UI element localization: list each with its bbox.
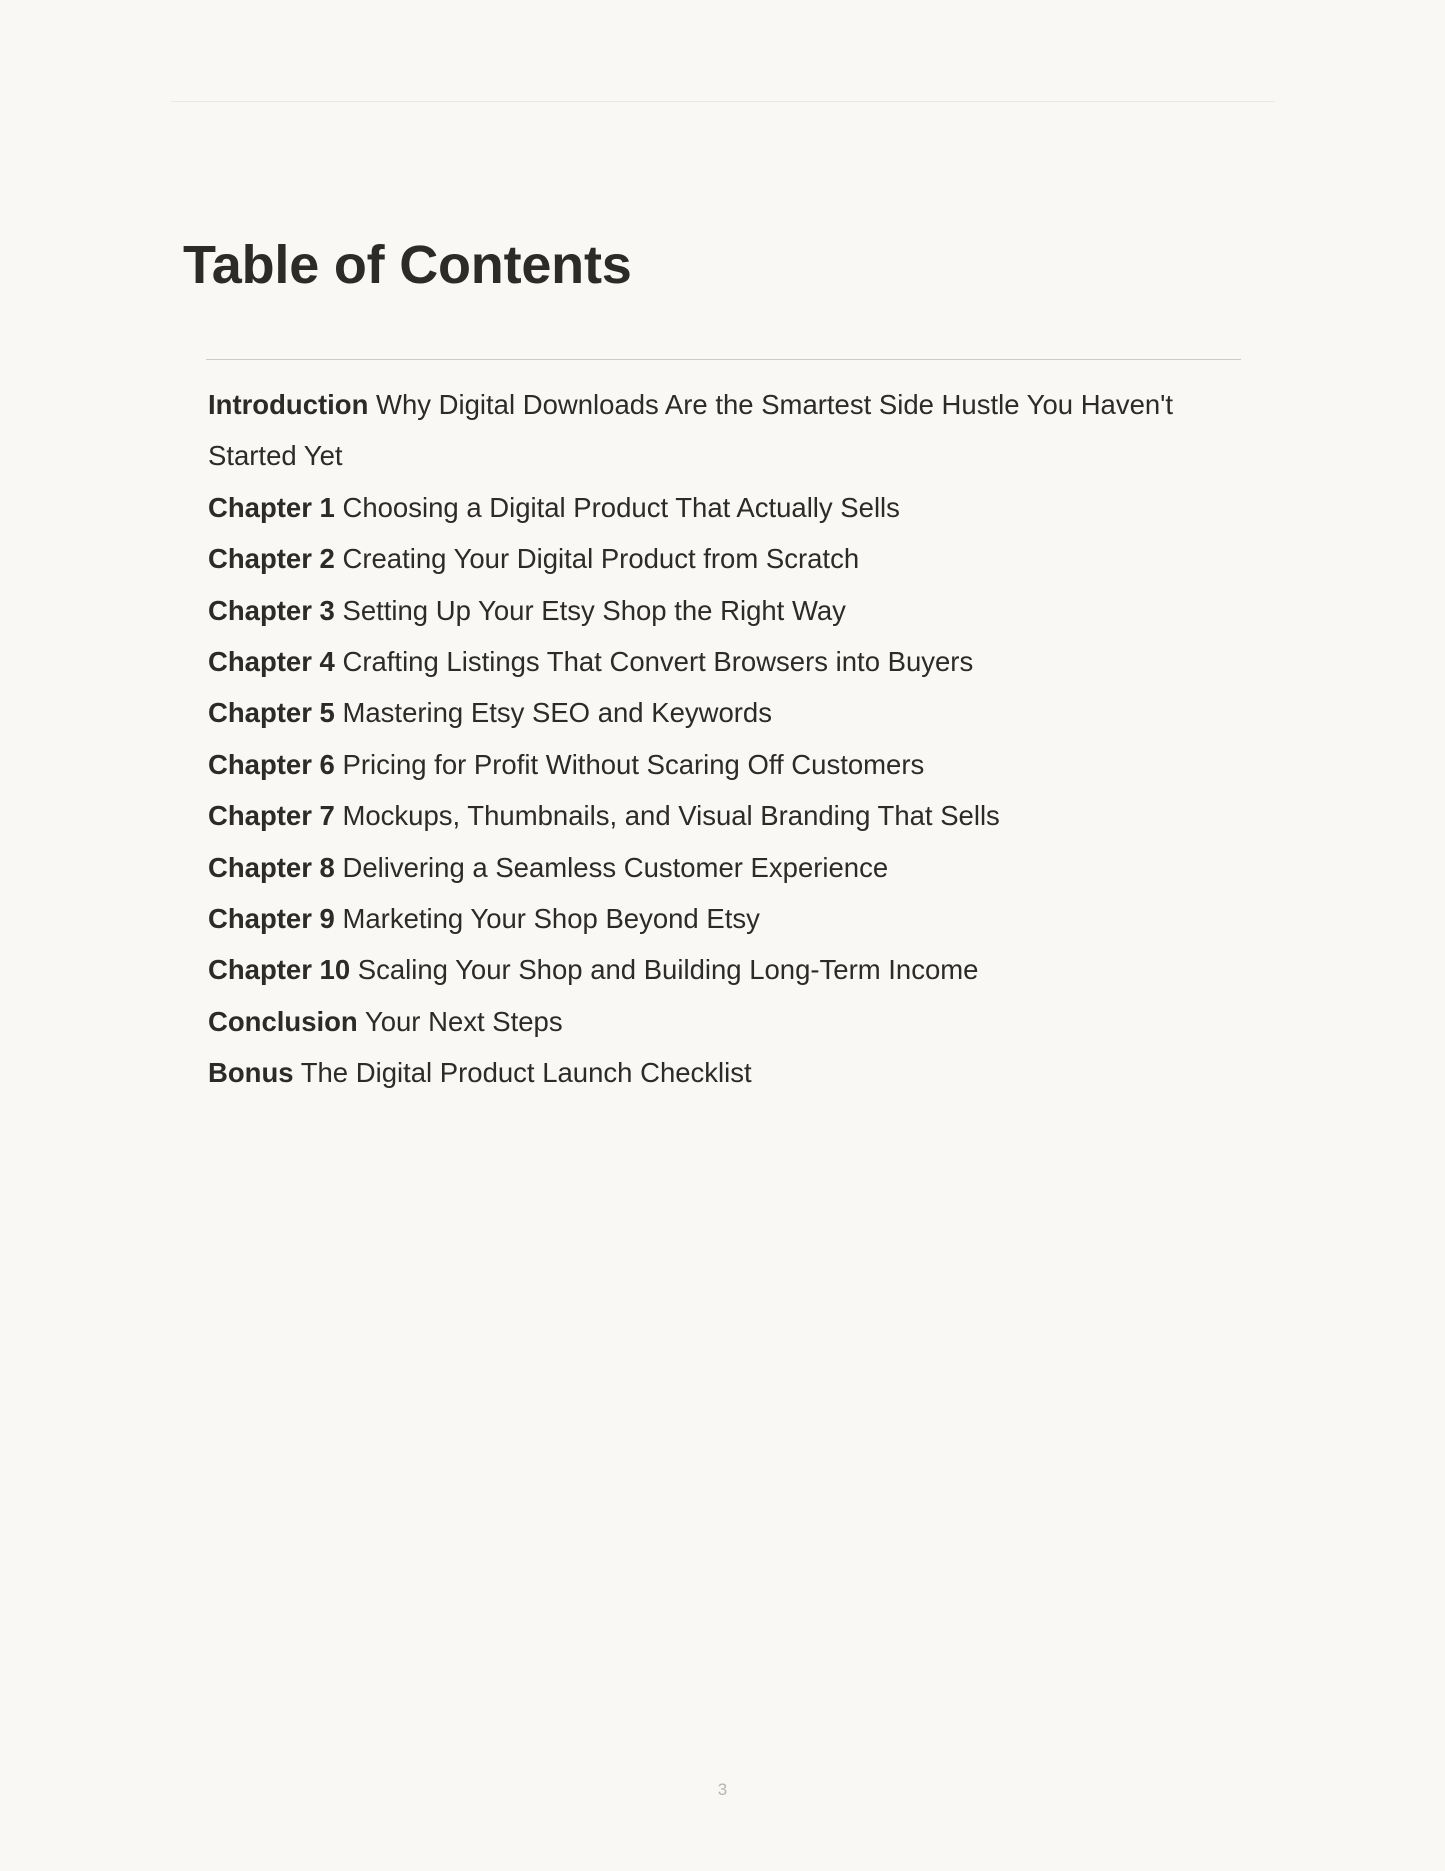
toc-entry-text: Mastering Etsy SEO and Keywords <box>342 697 772 729</box>
toc-entry-chapter-2 <box>208 533 1243 584</box>
page-number: 3 <box>717 1780 728 1799</box>
toc-entry-bonus <box>208 1047 1243 1098</box>
toc-entry-text: Delivering a Seamless Customer Experience <box>342 851 889 883</box>
toc-entry-label: Chapter 3 <box>208 594 335 626</box>
toc-entry-text: Setting Up Your Etsy Shop the Right Way <box>342 594 846 626</box>
toc-entry-text: Creating Your Digital Product from Scratch <box>342 543 860 575</box>
toc-entry-chapter-8 <box>208 842 1243 893</box>
toc-entry-label: Bonus <box>208 1057 294 1089</box>
toc-entry-chapter-4 <box>208 636 1243 687</box>
toc-entry-label: Chapter 5 <box>208 697 335 729</box>
toc-entry-text: Crafting Listings That Convert Browsers into Buyers <box>342 646 974 678</box>
toc-entry-chapter-5 <box>208 687 1243 738</box>
toc-entry-chapter-3 <box>208 585 1243 636</box>
toc-entry-text: Pricing for Profit Without Scaring Off Customers <box>342 748 925 780</box>
toc-entry-text: Choosing a Digital Product That Actually Sells <box>342 491 900 523</box>
toc-entry-label: Chapter 4 <box>208 646 335 678</box>
toc-entry-text: Your Next Steps <box>364 1005 563 1037</box>
toc-entry-chapter-9 <box>208 893 1243 944</box>
toc-entry-introduction <box>208 379 1243 482</box>
toc-entry-label: Chapter 9 <box>208 903 335 935</box>
toc-entry-text: Scaling Your Shop and Building Long-Term Income <box>357 954 979 986</box>
toc-entry-label: Conclusion <box>208 1005 358 1037</box>
top-divider <box>171 101 1275 102</box>
toc-entry-conclusion <box>208 996 1243 1047</box>
toc-entry-label: Chapter 7 <box>208 800 335 832</box>
toc-entry-label: Chapter 10 <box>208 954 351 986</box>
toc-entry-text: Mockups, Thumbnails, and Visual Branding That Sells <box>342 800 1000 832</box>
toc-entry-label: Chapter 8 <box>208 851 335 883</box>
toc-entry-text: The Digital Product Launch Checklist <box>300 1057 752 1089</box>
title-divider <box>206 359 1241 360</box>
toc-entry-chapter-1 <box>208 482 1243 533</box>
toc-entry-chapter-7 <box>208 790 1243 841</box>
toc-entry-text: Why Digital Downloads Are the Smartest Side Hustle You Haven't Started Yet <box>208 389 1174 472</box>
table-of-contents <box>208 379 1243 1099</box>
toc-entry-chapter-10 <box>208 944 1243 995</box>
toc-entry-label: Chapter 2 <box>208 543 335 575</box>
toc-entry-label: Chapter 6 <box>208 748 335 780</box>
page-title: Table of Contents <box>183 235 632 295</box>
toc-entry-chapter-6 <box>208 739 1243 790</box>
toc-entry-label: Chapter 1 <box>208 491 335 523</box>
toc-entry-text: Marketing Your Shop Beyond Etsy <box>342 903 760 935</box>
toc-entry-label: Introduction <box>208 389 369 420</box>
